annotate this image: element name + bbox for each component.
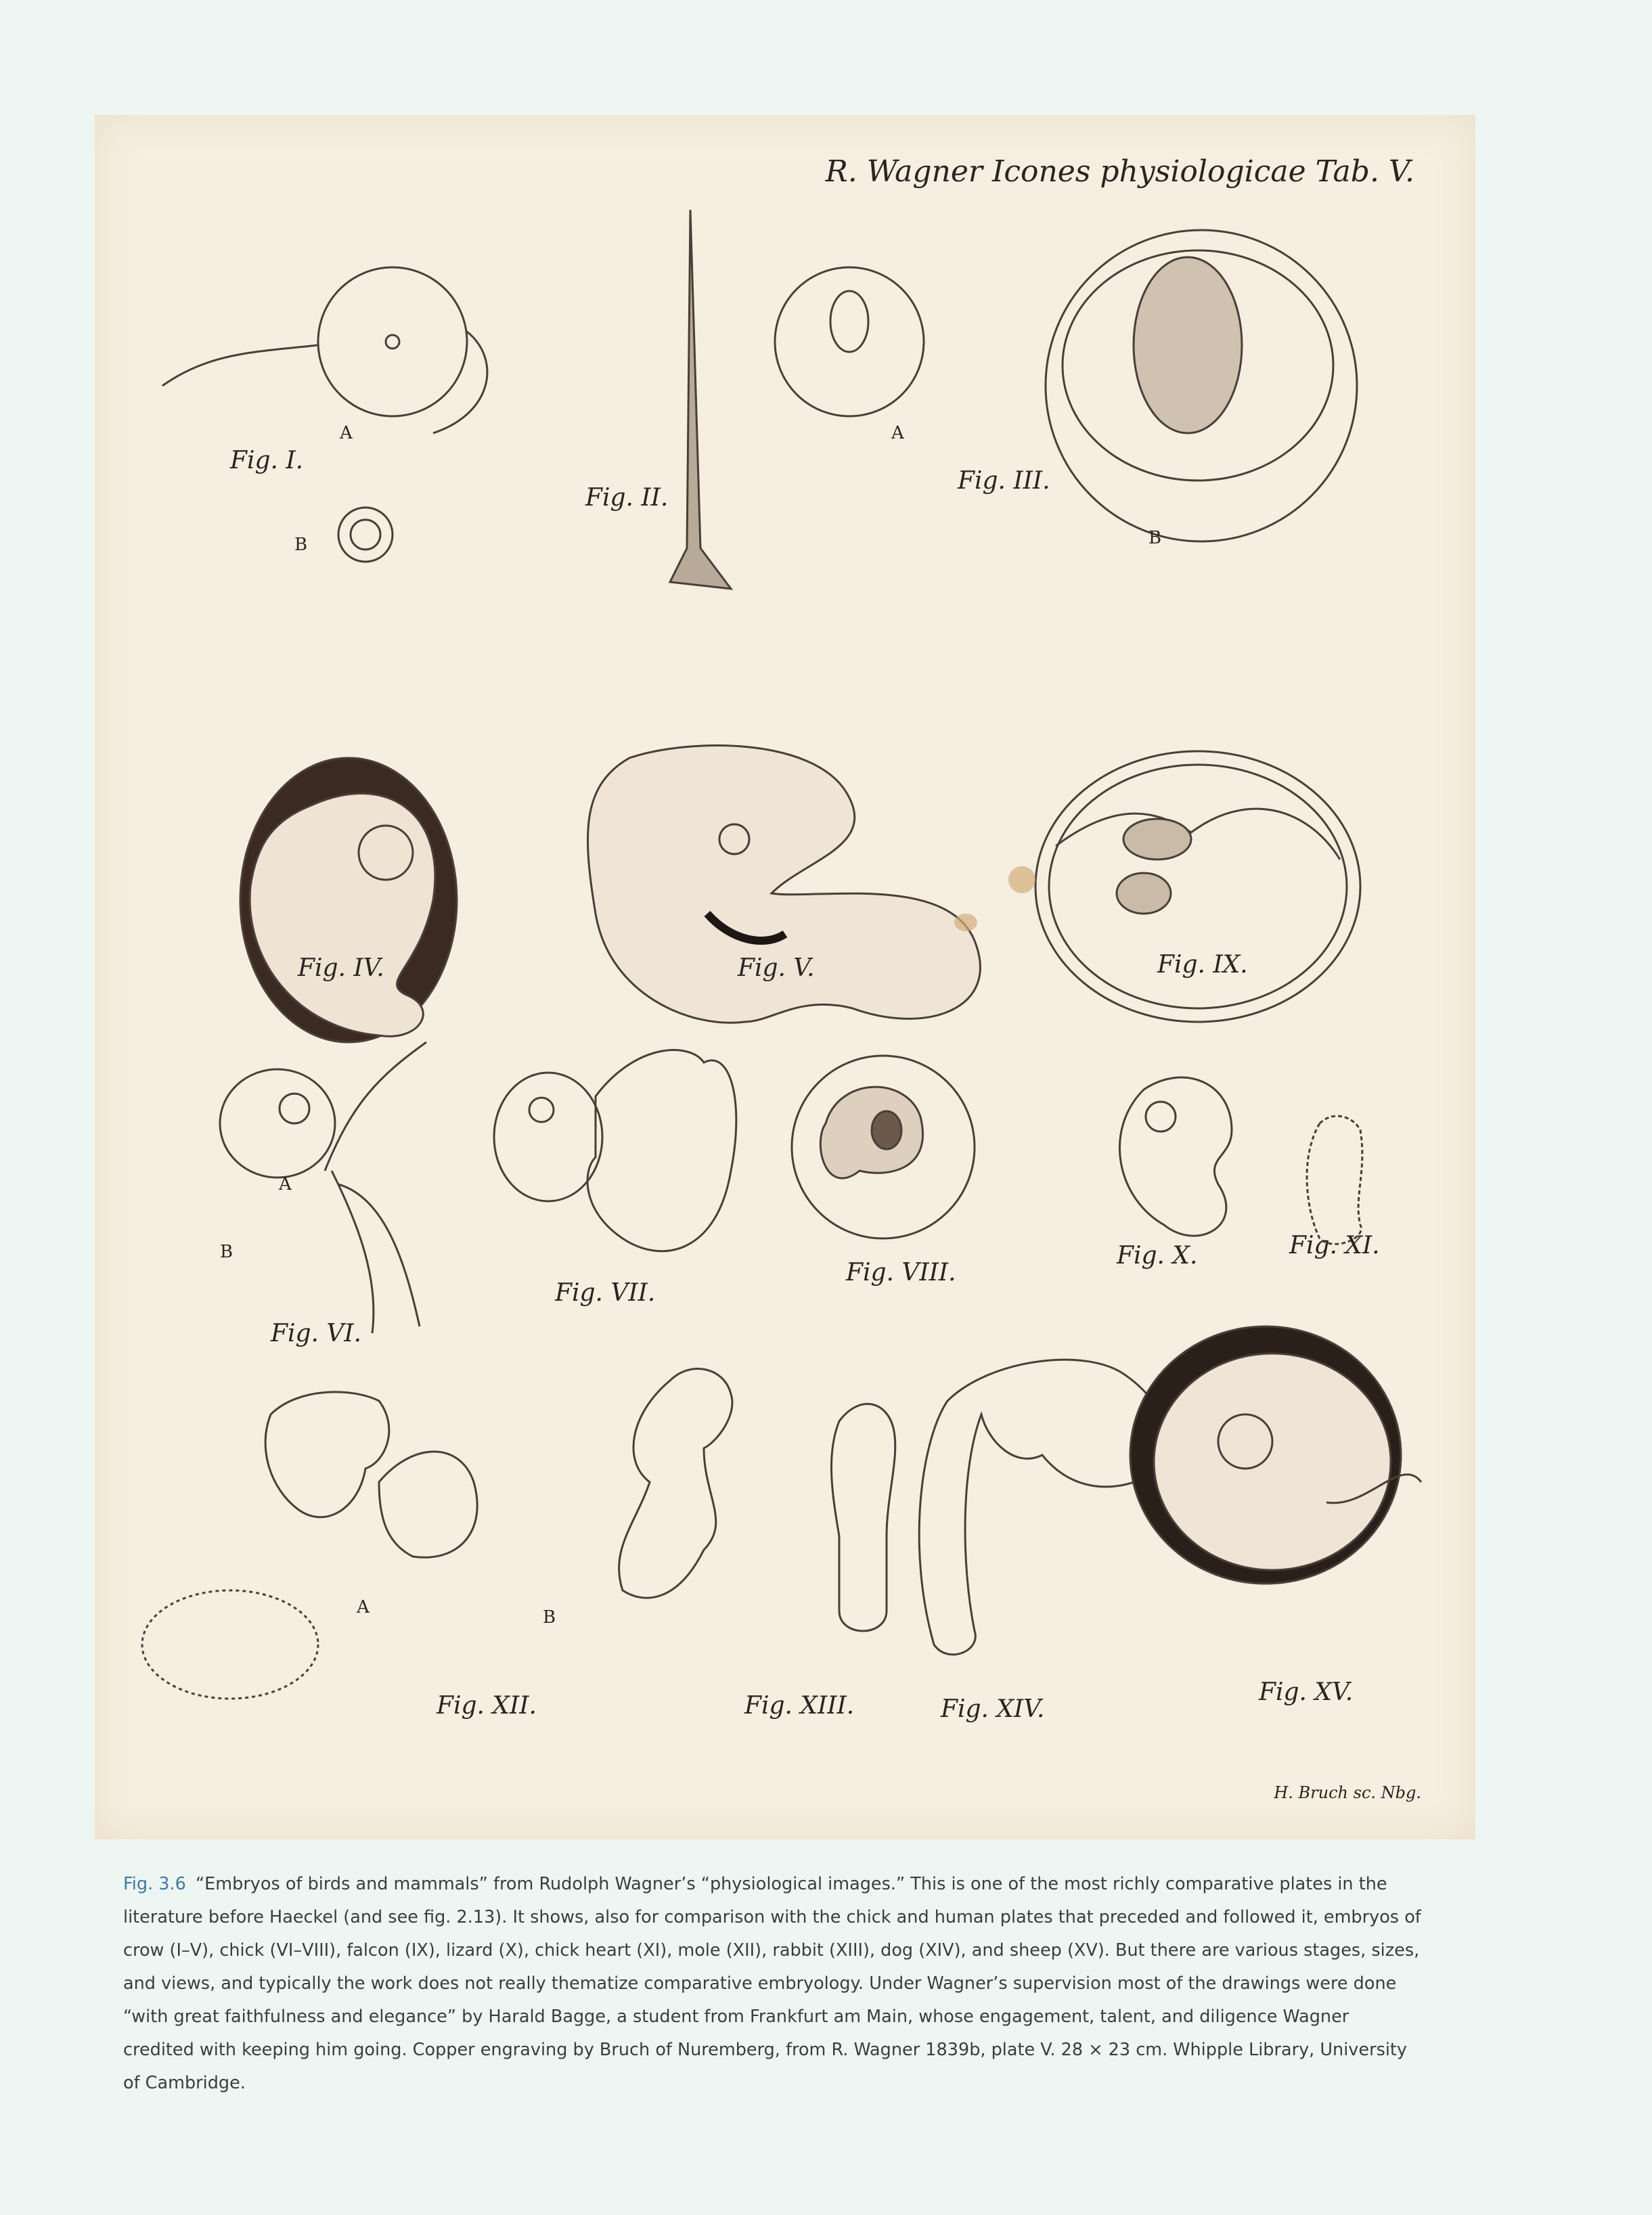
sub-label: A (357, 1597, 370, 1617)
figure-label: Fig. I. (230, 447, 304, 474)
figure-label: Fig. VI. (271, 1320, 362, 1347)
figure-label: Fig. IX. (1157, 951, 1248, 979)
fig-iv-drawing (240, 758, 457, 1042)
fig-xiv-drawing (919, 1360, 1170, 1655)
figure-label: Fig. III. (958, 467, 1050, 495)
figure-label: Fig. XII. (437, 1692, 537, 1720)
fig-xv-drawing (1130, 1326, 1421, 1584)
fig-vi-drawing (220, 1042, 426, 1333)
foxing-stain (1008, 866, 1035, 893)
fig-ii-drawing (670, 210, 731, 589)
figure-label: Fig. II. (585, 484, 669, 512)
foxing-stain (954, 914, 977, 931)
engraver-credit: H. Bruch sc. Nbg. (1274, 1783, 1421, 1802)
fig-xii-drawing (142, 1392, 477, 1699)
figure-label: Fig. IV. (298, 954, 384, 982)
figure-label: Fig. XV. (1259, 1678, 1354, 1706)
figure-label: Fig. X. (1117, 1242, 1198, 1270)
figure-caption (123, 1868, 1423, 2100)
fig-x-drawing (1119, 1077, 1232, 1236)
fig-viii-drawing (792, 1056, 975, 1238)
sub-label: A (891, 423, 904, 443)
fig-xi-drawing (1307, 1116, 1362, 1244)
sub-label: A (279, 1174, 292, 1194)
sub-label: B (220, 1242, 233, 1262)
figure-label: Fig. XI. (1289, 1232, 1380, 1259)
sub-label: B (543, 1607, 556, 1628)
plate-header: R. Wagner Icones physiologicae Tab. V. (825, 154, 1414, 189)
sub-label: A (340, 423, 353, 443)
sub-label: B (1148, 528, 1162, 548)
fig-ix-drawing (1035, 751, 1360, 1022)
caption-number: Fig. 3.6 (123, 1874, 186, 1894)
figure-label: Fig. XIV. (941, 1695, 1045, 1723)
figure-label: Fig. VII. (555, 1279, 656, 1307)
figure-label: Fig. V. (738, 954, 815, 982)
fig-i-drawing (162, 267, 487, 562)
figure-label: Fig. XIII. (744, 1692, 855, 1720)
figure-label: Fig. VIII. (846, 1259, 956, 1287)
engraving-plate (95, 115, 1475, 1839)
fig-vii-drawing (494, 1050, 736, 1251)
fig-xiii-drawing (619, 1369, 895, 1631)
fig-iii-drawing (775, 230, 1357, 541)
sub-label: B (294, 535, 308, 555)
caption-text: “Embryos of birds and mammals” from Rudolph Wagner’s “physiological images.” This is one of the most richly comparative plates in the literature before Haeckel (and see fig. 2.13). It shows, also for comparison with the chick and human plates that preceded and followed it, embryos of crow (I–V), chick (VI–VIII), falcon (IX), lizard (X), chick heart (XI), mole (XII), rabbit (XIII), dog (XIV), and sheep (XV). But there are various stages, sizes, and views, and typically the work does not really thematize comparative embryology. Under Wagner’s supervision most of the drawings were done “with great faithfulness and elegance” by Harald Bagge, a student from Frankfurt am Main, whose engagement, talent, and diligence Wagner credited with keeping him going. Copper engraving by Bruch of Nuremberg, from R. Wagner 1839b, plate V. 28 × 23 cm. Whipple Library, University of Cambridge. (123, 1874, 1421, 2093)
